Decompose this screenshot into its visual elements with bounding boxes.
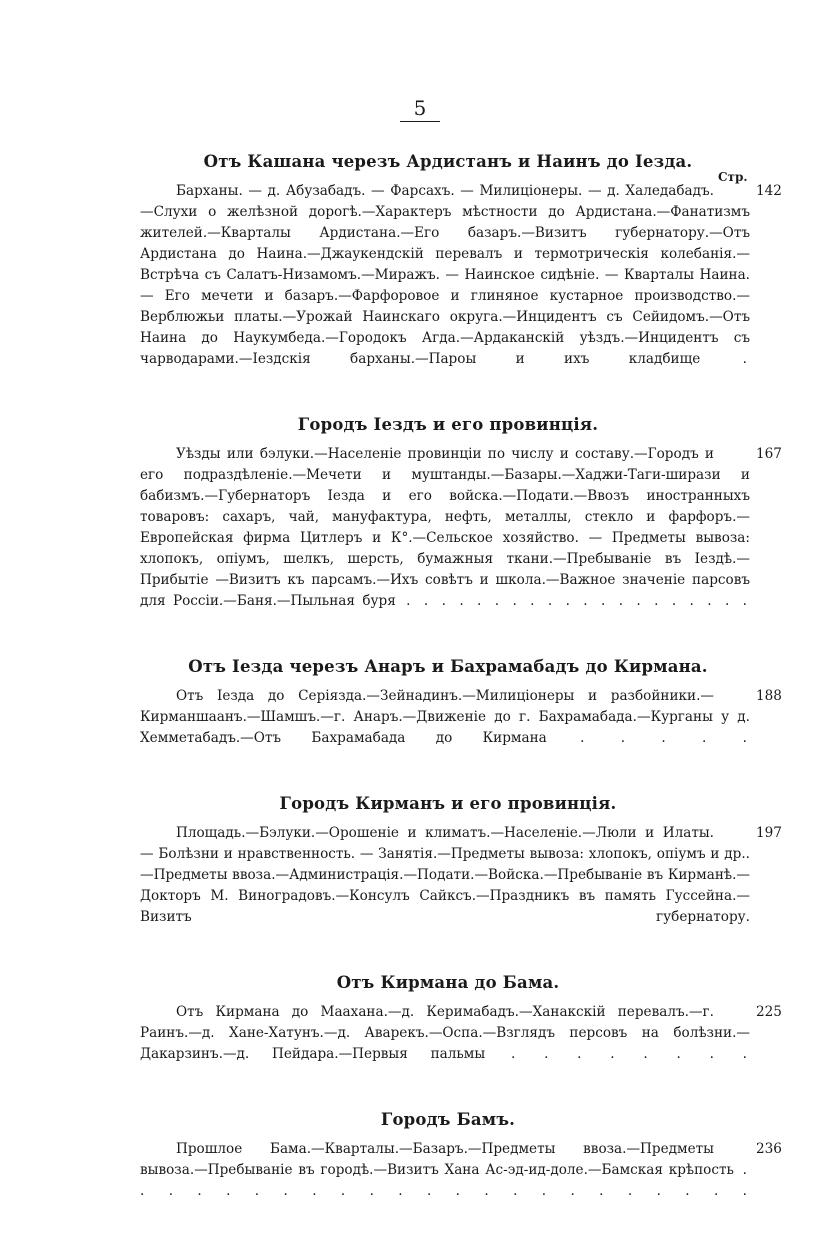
section-page-ref: 188	[756, 688, 782, 704]
section-page-ref: 225	[756, 1004, 782, 1020]
section-title: Городъ Iездъ и его провинція.	[297, 415, 599, 434]
leader-dots: . . . . . . . . . . . . . . . . . . . . . . .	[140, 1162, 750, 1199]
section-title: Городъ Бамъ.	[380, 1110, 516, 1129]
section-page-ref: 197	[756, 825, 782, 841]
toc-section	[140, 657, 782, 770]
section-page-ref: 236	[756, 1141, 782, 1157]
section-summary: 142 Барханы. — д. Абузабадъ. — Фарсахъ. — Милиціонеры. — д. Халедабадъ.—Слухи о желѣзной дорогѣ.—Характеръ мѣстности до Ардистана.—Фанатизмъ жителей.—Кварталы Ардистана.—Его базаръ.—Визитъ губернатору.—Отъ Ардистана до Наина.—Джаукендскій перевалъ и термотрическія колебанія.—Встрѣча съ Салатъ-Низамомъ.—Миражъ. — Наинское сидѣніе. — Кварталы Наина. — Его мечети и базаръ.—Фарфоровое и глиняное кустарное производство.—Верблюжьи платы.—Урожай Наинскаго округа.—Инцидентъ съ Сейидомъ.—Отъ Наина до Наукумбеда.—Городокъ Агда.—Ардаканскій уѣздъ.—Инцидентъ съ чарводарами.—Iездскія барханы.—Пароы и ихъ кладбище .	[140, 183, 782, 367]
section-summary: 197 Площадь.—Бэлуки.—Орошеніе и климатъ.—Населеніе.—Люли и Илаты. — Болѣзни и нравственность. — Занятія.—Предметы вывоза: хлопокъ, опіумъ и др..—Предметы ввоза.—Администрація.—Подати.—Войска.—Пребываніе въ Кирманѣ.—Докторъ М. Виноградовъ.—Консулъ Сайксъ.—Праздникъ въ память Гуссейна.—Визитъ губернатору.	[140, 825, 782, 925]
section-title: Отъ Iезда черезъ Анаръ и Бахрамабадъ до Кирмана.	[188, 657, 708, 676]
table-of-contents	[140, 152, 782, 1247]
section-title: Отъ Кирмана до Бама.	[336, 973, 560, 992]
toc-section	[140, 415, 782, 633]
section-summary: 167 Уѣзды или бэлуки.—Населеніе провинціи по числу и составу.—Городъ и его подраздѣленіе.—Мечети и муштанды.—Базары.—Хаджи-Таги-ширази и бабизмъ.—Губернаторъ Iезда и его войска.—Подати.—Ввозъ иностранныхъ товаровъ: сахаръ, чай, мануфактура, нефть, металлы, стекло и фарфоръ.—Европейская фирма Цитлеръ и К°.—Сельское хозяйство. — Предметы вывоза: хлопокъ, опіумъ, шелкъ, шерсть, бумажныя ткани.—Пребываніе въ Iездѣ.—Прибытіе —Визитъ къ парсамъ.—Ихъ совѣтъ и школа.—Важное значеніе парсовъ для Россіи.—Баня.—Пыльная буря . . . . . . . . . . . . . . . . . . . .	[140, 446, 782, 609]
page-column-label: Стр.	[718, 170, 748, 184]
toc-section	[140, 152, 782, 391]
leader-dots: . . . . .	[546, 730, 750, 746]
toc-section	[140, 1110, 782, 1223]
toc-section	[140, 973, 782, 1086]
leader-dots: . . . . . . . . . . . . . . . . . . . .	[395, 593, 750, 609]
leader-dots: .	[700, 351, 750, 367]
toc-section	[140, 794, 782, 949]
section-page-ref: 142	[756, 183, 782, 199]
section-title: Городъ Кирманъ и его провинція.	[279, 794, 617, 813]
page-number: 5	[0, 96, 840, 122]
section-summary: 188 Отъ Iезда до Серіязда.—Зейнадинъ.—Милиціонеры и разбойники.—Кирманшаанъ.—Шамшъ.—г. Анаръ.—Движеніе до г. Бахрамабада.—Курганы у д. Хемметабадъ.—Отъ Бахрамабада до Кирмана . . . . .	[140, 688, 782, 746]
section-summary: 225 Отъ Кирмана до Маахана.—д. Керимабадъ.—Ханакскій перевалъ.—г. Раинъ.—д. Хане-Хатунъ.—д. Аварекъ.—Оспа.—Взглядъ персовъ на болѣзни.—Дакарзинъ.—д. Пейдара.—Первыя пальмы . . . . . . . .	[140, 1004, 782, 1062]
section-page-ref: 167	[756, 446, 782, 462]
section-title: Отъ Кашана черезъ Ардистанъ и Наинъ до Iезда.	[203, 152, 693, 171]
leader-dots: . . . . . . . .	[485, 1046, 750, 1062]
section-summary: 236 Прошлое Бама.—Кварталы.—Базаръ.—Предметы ввоза.—Предметы вывоза.—Пребываніе въ городѣ.—Визитъ Хана Ас-эд-ид-доле.—Бамская крѣпость . . . . . . . . . . . . . . . . . . . . . . .	[140, 1141, 782, 1199]
